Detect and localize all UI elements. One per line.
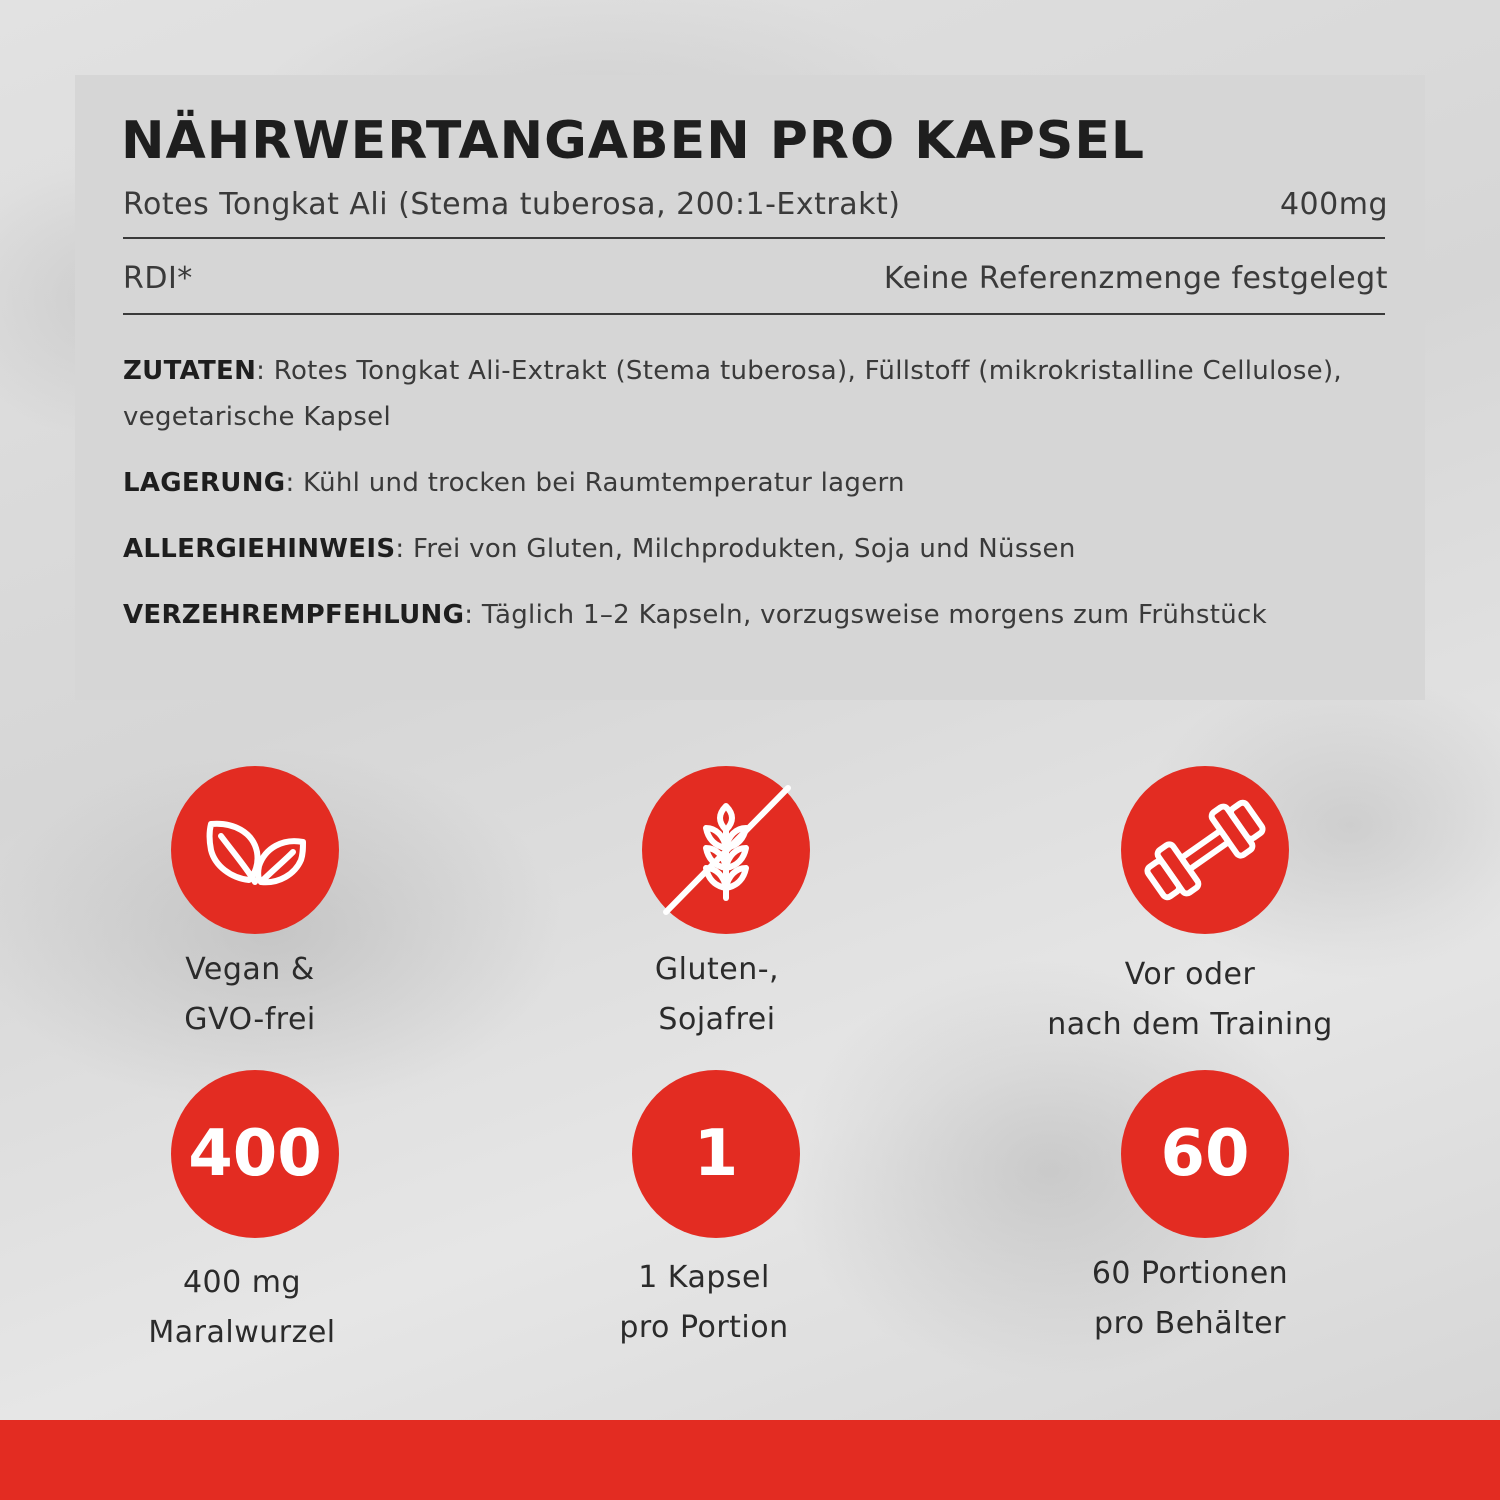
divider: [123, 313, 1385, 315]
training-caption: Vor oder nach dem Training: [1047, 957, 1333, 1042]
allergy-key: ALLERGIEHINWEIS: [123, 534, 396, 564]
dose-stat: [171, 1070, 339, 1238]
training-badge: [1121, 766, 1289, 934]
dosage-value: : Täglich 1–2 Kapseln, vorzugsweise morgens zum Frühstück: [464, 600, 1267, 630]
rdi-label: RDI*: [123, 261, 193, 296]
vegan-badge: [171, 766, 339, 934]
capsule-number: 1: [693, 1117, 739, 1191]
dumbbell-icon: [1121, 766, 1289, 934]
servings-caption: 60 Portionen pro Behälter: [1091, 1256, 1289, 1341]
nutrition-panel: [75, 75, 1425, 700]
storage-text: [123, 460, 1353, 506]
capsule-stat: [632, 1070, 800, 1238]
leaf-icon: [171, 766, 339, 934]
gluten-free-caption: Gluten-, Sojafrei: [654, 952, 780, 1037]
nutrient-row: [123, 187, 1388, 222]
nutrient-value: 400mg: [1279, 187, 1388, 222]
servings-number: 60: [1160, 1117, 1250, 1191]
ingredients-value: : Rotes Tongkat Ali-Extrakt (Stema tuberosa), Füllstoff (mikrokristalline Cellulose), vegetarische Kapsel: [123, 356, 1342, 432]
gluten-free-badge: [642, 766, 810, 934]
dosage-key: VERZEHREMPFEHLUNG: [123, 600, 465, 630]
rdi-value: Keine Referenzmenge festgelegt: [883, 261, 1388, 296]
divider: [123, 237, 1385, 239]
dosage-text: [123, 592, 1353, 638]
rdi-row: [123, 261, 1388, 296]
vegan-caption: Vegan & GVO-frei: [184, 952, 316, 1037]
dose-number: 400: [188, 1117, 322, 1191]
storage-key: LAGERUNG: [123, 468, 286, 498]
ingredients-text: [123, 348, 1353, 440]
nutrient-label: Rotes Tongkat Ali (Stema tuberosa, 200:1-Extrakt): [123, 187, 901, 222]
capsule-caption: 1 Kapsel pro Portion: [619, 1260, 789, 1345]
servings-stat: [1121, 1070, 1289, 1238]
allergy-value: : Frei von Gluten, Milchprodukten, Soja und Nüssen: [395, 534, 1076, 564]
dose-caption: 400 mg Maralwurzel: [148, 1265, 336, 1350]
wheat-crossed-icon: [642, 766, 810, 934]
panel-title: NÄHRWERTANGABEN PRO KAPSEL: [121, 111, 1146, 171]
storage-value: : Kühl und trocken bei Raumtemperatur lagern: [285, 468, 905, 498]
bottom-accent-bar: [0, 1420, 1500, 1500]
ingredients-key: ZUTATEN: [123, 356, 257, 386]
allergy-text: [123, 526, 1353, 572]
